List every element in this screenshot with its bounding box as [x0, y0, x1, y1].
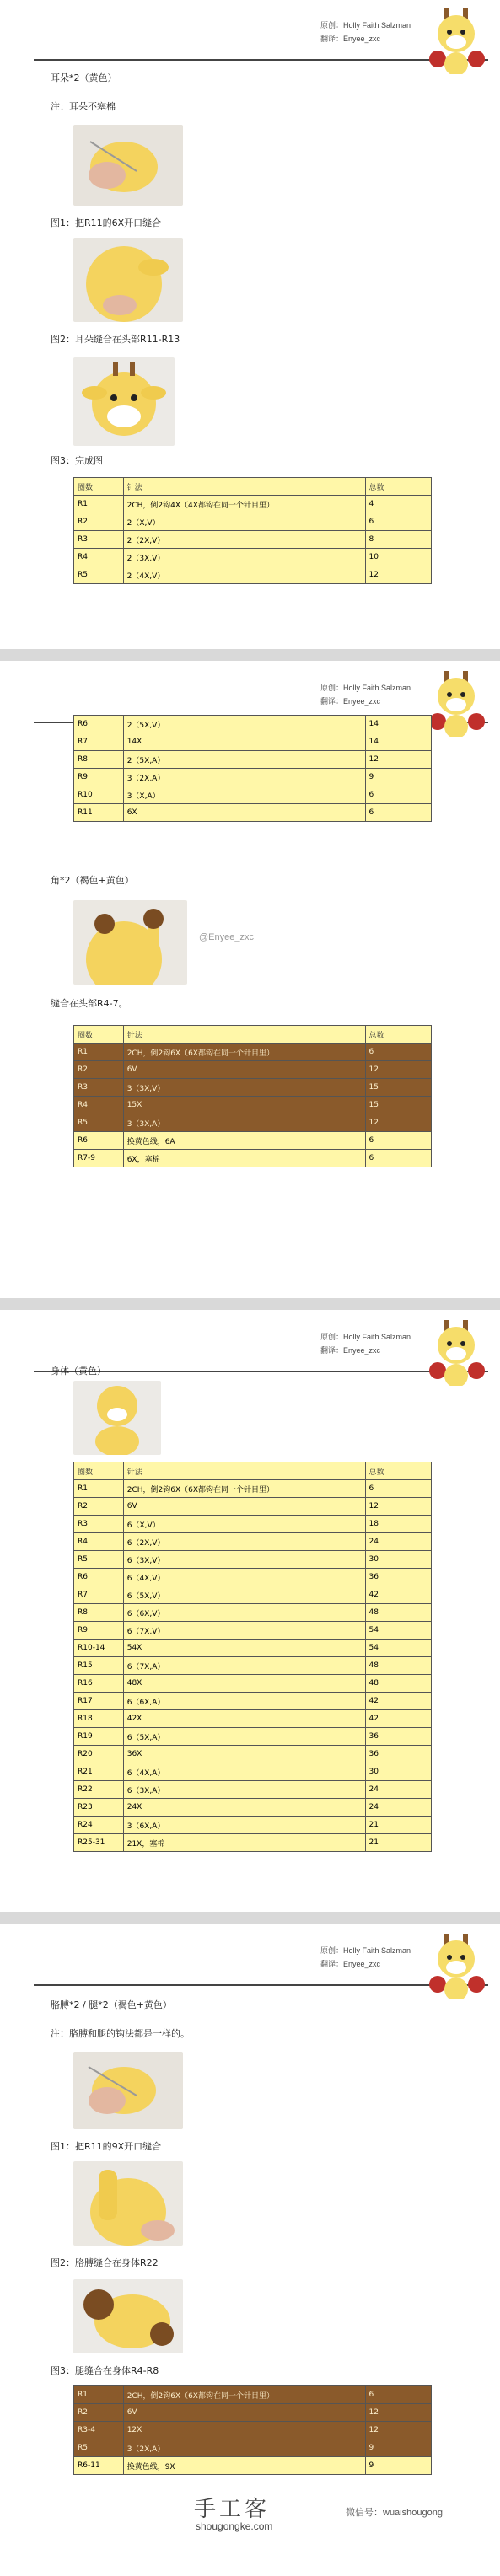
- limbs-fig1-caption: 图1：把R11的9X开口缝合: [51, 2141, 162, 2152]
- horns-title: 角*2（褐色+黄色）: [51, 875, 134, 886]
- footer-site: shougongke.com: [196, 2520, 273, 2532]
- table-row: R23 24X 24: [74, 1799, 432, 1817]
- table-row: R19 6（5X,A） 36: [74, 1728, 432, 1746]
- ears-table-continued: [73, 715, 432, 822]
- limbs-fig2-caption: 图2：胳膊缝合在身体R22: [51, 2257, 159, 2268]
- table-row: R4 2（3X,V） 10: [74, 549, 432, 566]
- table-row: R10 3（X,A） 6: [74, 786, 432, 804]
- table-row: R4 15X 15: [74, 1097, 432, 1114]
- table-row: R1 2CH，倒2钩6X（6X都钩在同一个针目里） 6: [74, 1044, 432, 1061]
- table-row: R21 6（4X,A） 30: [74, 1763, 432, 1781]
- table-row: R9 6（7X,V） 54: [74, 1622, 432, 1640]
- page-3: [0, 1312, 500, 1910]
- table-row: R8 6（6X,V） 48: [74, 1604, 432, 1622]
- table-row: R2 2（X,V） 6: [74, 513, 432, 531]
- ears-table: [73, 477, 432, 584]
- fig1-caption: 图1：把R11的6X开口缝合: [51, 217, 162, 228]
- photo-leg-on-body: [73, 2279, 183, 2353]
- table-row: R1 2CH，倒2钩4X（4X都钩在同一个针目里） 4: [74, 496, 432, 513]
- table-row: R5 3（2X,A） 9: [74, 2439, 432, 2457]
- table-row: R22 6（3X,A） 24: [74, 1781, 432, 1799]
- table-row: R2 6V 12: [74, 2404, 432, 2422]
- table-row: R17 6（6X,A） 42: [74, 1693, 432, 1710]
- page-2: [0, 663, 500, 1295]
- table-row: R1 2CH，倒2钩6X（6X都钩在同一个针目里） 6: [74, 1480, 432, 1498]
- watermark: @Enyee_zxc: [199, 932, 254, 942]
- photo-ear-on-head: [73, 238, 183, 322]
- giraffe-logo-icon: [424, 1932, 492, 1999]
- table-row: R7 6（5X,V） 42: [74, 1586, 432, 1604]
- table-header-row: 圈数 针法 总数: [74, 1026, 432, 1044]
- table-row: R6-11 换黄色线，9X 9: [74, 2457, 432, 2475]
- table-header-row: 圈数 针法 总数: [74, 478, 432, 496]
- table-row: R3 2（2X,V） 8: [74, 531, 432, 549]
- limbs-title: 胳膊*2 / 腿*2（褐色+黄色）: [51, 1999, 172, 2010]
- table-row: R10-14 54X 54: [74, 1640, 432, 1657]
- table-row: R6 6（4X,V） 36: [74, 1569, 432, 1586]
- table-row: R7-9 6X，塞棉 6: [74, 1150, 432, 1167]
- ears-note: 注：耳朵不塞棉: [51, 101, 116, 112]
- page-separator: [0, 1912, 500, 1924]
- fig3-caption: 图3：完成图: [51, 455, 103, 466]
- ears-title: 耳朵*2（黄色）: [51, 72, 117, 83]
- body-table: [73, 1462, 432, 1852]
- horns-caption: 缝合在头部R4-7。: [51, 998, 128, 1009]
- footer-wechat: 微信号：wuaishougong: [346, 2508, 443, 2518]
- photo-arm-on-body: [73, 2161, 183, 2246]
- photo-ear-sewing: [73, 125, 183, 206]
- credits: 原创：Holly Faith Salzman 翻译：Enyee_zxc: [320, 21, 411, 43]
- table-row: R7 14X 14: [74, 733, 432, 751]
- table-row: R4 6（2X,V） 24: [74, 1533, 432, 1551]
- table-row: R6 2（5X,V） 14: [74, 716, 432, 733]
- table-row: R18 42X 42: [74, 1710, 432, 1728]
- table-row: R8 2（5X,A） 12: [74, 751, 432, 769]
- table-row: R3-4 12X 12: [74, 2422, 432, 2439]
- credits: 原创：Holly Faith Salzman 翻译：Enyee_zxc: [320, 1333, 411, 1355]
- credits: 原创：Holly Faith Salzman 翻译：Enyee_zxc: [320, 684, 411, 706]
- table-row: R11 6X 6: [74, 804, 432, 822]
- page-separator: [0, 1298, 500, 1310]
- photo-limb-sewing: [73, 2052, 183, 2129]
- table-row: R25-31 21X，塞棉 21: [74, 1834, 432, 1852]
- table-row: R24 3（6X,A） 21: [74, 1817, 432, 1834]
- table-row: R1 2CH，倒2钩6X（6X都钩在同一个针目里） 6: [74, 2386, 432, 2404]
- page-1: [0, 0, 500, 647]
- page-header: [34, 8, 488, 61]
- table-row: R2 6V 12: [74, 1498, 432, 1516]
- table-row: R15 6（7X,A） 48: [74, 1657, 432, 1675]
- table-row: R3 3（3X,V） 15: [74, 1079, 432, 1097]
- table-row: R2 6V 12: [74, 1061, 432, 1079]
- giraffe-logo-icon: [424, 1318, 492, 1386]
- table-row: R6 换黄色线，6A 6: [74, 1132, 432, 1150]
- photo-finished-head: [73, 357, 175, 446]
- table-row: R20 36X 36: [74, 1746, 432, 1763]
- table-row: R5 3（3X,A） 12: [74, 1114, 432, 1132]
- table-row: R5 6（3X,V） 30: [74, 1551, 432, 1569]
- photo-body: [73, 1381, 161, 1455]
- table-header-row: 圈数 针法 总数: [74, 1462, 432, 1480]
- limbs-note: 注：胳膊和腿的钩法都是一样的。: [51, 2028, 190, 2039]
- table-row: R16 48X 48: [74, 1675, 432, 1693]
- giraffe-logo-icon: [424, 7, 492, 74]
- page-separator: [0, 649, 500, 661]
- giraffe-logo-icon: [424, 669, 492, 737]
- page-4: [0, 1925, 500, 2576]
- photo-horns: [73, 900, 187, 985]
- table-row: R5 2（4X,V） 12: [74, 566, 432, 584]
- horns-table: [73, 1025, 432, 1167]
- limbs-table: [73, 2385, 432, 2475]
- table-row: R3 6（X,V） 18: [74, 1516, 432, 1533]
- limbs-fig3-caption: 图3：腿缝合在身体R4-R8: [51, 2365, 159, 2376]
- footer-logo: 手工客: [194, 2496, 271, 2521]
- credits: 原创：Holly Faith Salzman 翻译：Enyee_zxc: [320, 1946, 411, 1968]
- page-header: [34, 1934, 488, 1986]
- table-row: R9 3（2X,A） 9: [74, 769, 432, 786]
- fig2-caption: 图2：耳朵缝合在头部R11-R13: [51, 334, 180, 345]
- body-title: 身体（黄色）: [51, 1366, 106, 1377]
